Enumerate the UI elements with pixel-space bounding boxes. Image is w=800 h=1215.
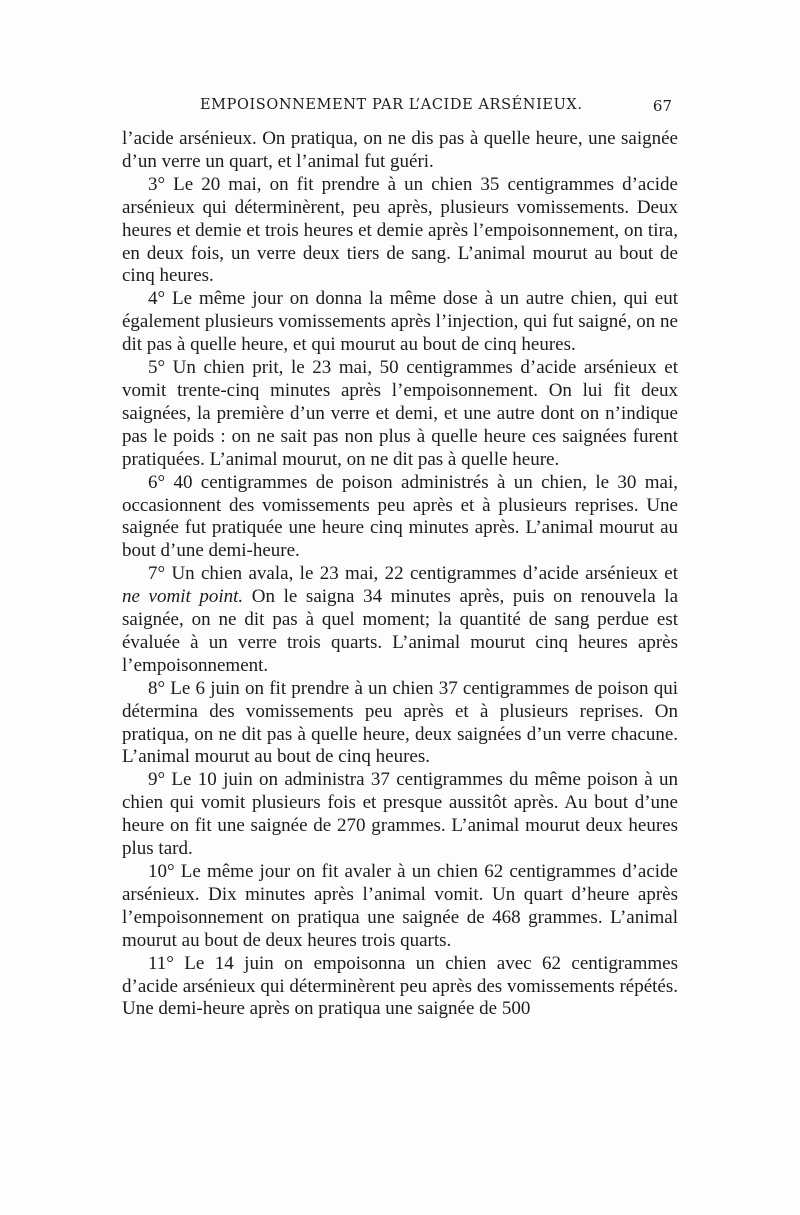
paragraph: l’acide arsénieux. On pratiqua, on ne dis pas à quelle heure, une saignée d’un verre un quart, et l’animal fut guéri.	[122, 128, 678, 172]
paragraph	[122, 563, 678, 678]
paragraph: 10° Le même jour on fit avaler à un chien 62 centigrammes d’acide arsénieux. Dix minutes après l’animal vomit. Un quart d’heure après l’empoisonnement on pratiqua une saignée de 468 grammes. L’animal mourut au bout de deux heures trois quarts.	[122, 861, 678, 951]
paragraph: 9° Le 10 juin on administra 37 centigrammes du même poison à un chien qui vomit plusieurs fois et presque aussitôt après. Au bout d’une heure on fit une saignée de 270 grammes. L’animal mourut deux heures plus tard.	[122, 769, 678, 860]
body-text	[122, 128, 678, 1021]
emphasis-text: ne vomit point.	[122, 586, 244, 608]
page-number: 67	[652, 97, 672, 115]
paragraph: 11° Le 14 juin on empoisonna un chien avec 62 centigrammes d’acide arsénieux qui déterminèrent peu après des vomissements répétés. Une demi-heure après on pratiqua une saignée de 500	[122, 952, 678, 1020]
paragraph: 6° 40 centigrammes de poison administrés à un chien, le 30 mai, occasionnent des vomissements peu après et à plusieurs reprises. Une saignée fut pratiquée une heure cinq minutes après. L’animal mourut au bout d’une demi-heure.	[122, 471, 678, 562]
running-title: EMPOISONNEMENT PAR L’ACIDE ARSÉNIEUX.	[200, 97, 583, 113]
paragraph: 3° Le 20 mai, on fit prendre à un chien 35 centigrammes d’acide arsénieux qui déterminèrent, peu après, plusieurs vomissements. Deux heures et demie et trois heures et demie après l’empoisonnement, on tira, en deux fois, un verre deux tiers de sang. L’animal mourut au bout de cinq heures.	[122, 173, 678, 287]
paragraph: 4° Le même jour on donna la même dose à un autre chien, qui eut également plusieurs vomissements après l’injection, qui fut saigné, on ne dit pas à quelle heure, et qui mourut au bout de cinq heures.	[122, 288, 678, 356]
paragraph: 5° Un chien prit, le 23 mai, 50 centigrammes d’acide arsénieux et vomit trente-cinq minutes après l’empoisonnement. On lui fit deux saignées, la première d’un verre et demi, et une autre dont on n’indique pas le poids : on ne sait pas non plus à quelle heure ces saignées furent pratiquées. L’animal mourut, on ne dit pas à quelle heure.	[122, 357, 678, 470]
paragraph-text: On le saigna 34 minutes après, puis on renouvela la saignée, on ne dit pas à quel moment; la quantité de sang perdue est évaluée à un verre trois quarts. L’animal mourut cinq heures après l’empoisonnement.	[122, 586, 679, 676]
paragraph: 8° Le 6 juin on fit prendre à un chien 37 centigrammes de poison qui détermina des vomissements peu après et à plusieurs reprises. On pratiqua, on ne dit pas à quelle heure, deux saignées d’un verre chacune. L’animal mourut au bout de cinq heures.	[122, 677, 678, 768]
page-header	[122, 97, 682, 125]
paragraph-text: 7° Un chien avala, le 23 mai, 22 centigrammes d’acide arsénieux et	[148, 563, 678, 585]
